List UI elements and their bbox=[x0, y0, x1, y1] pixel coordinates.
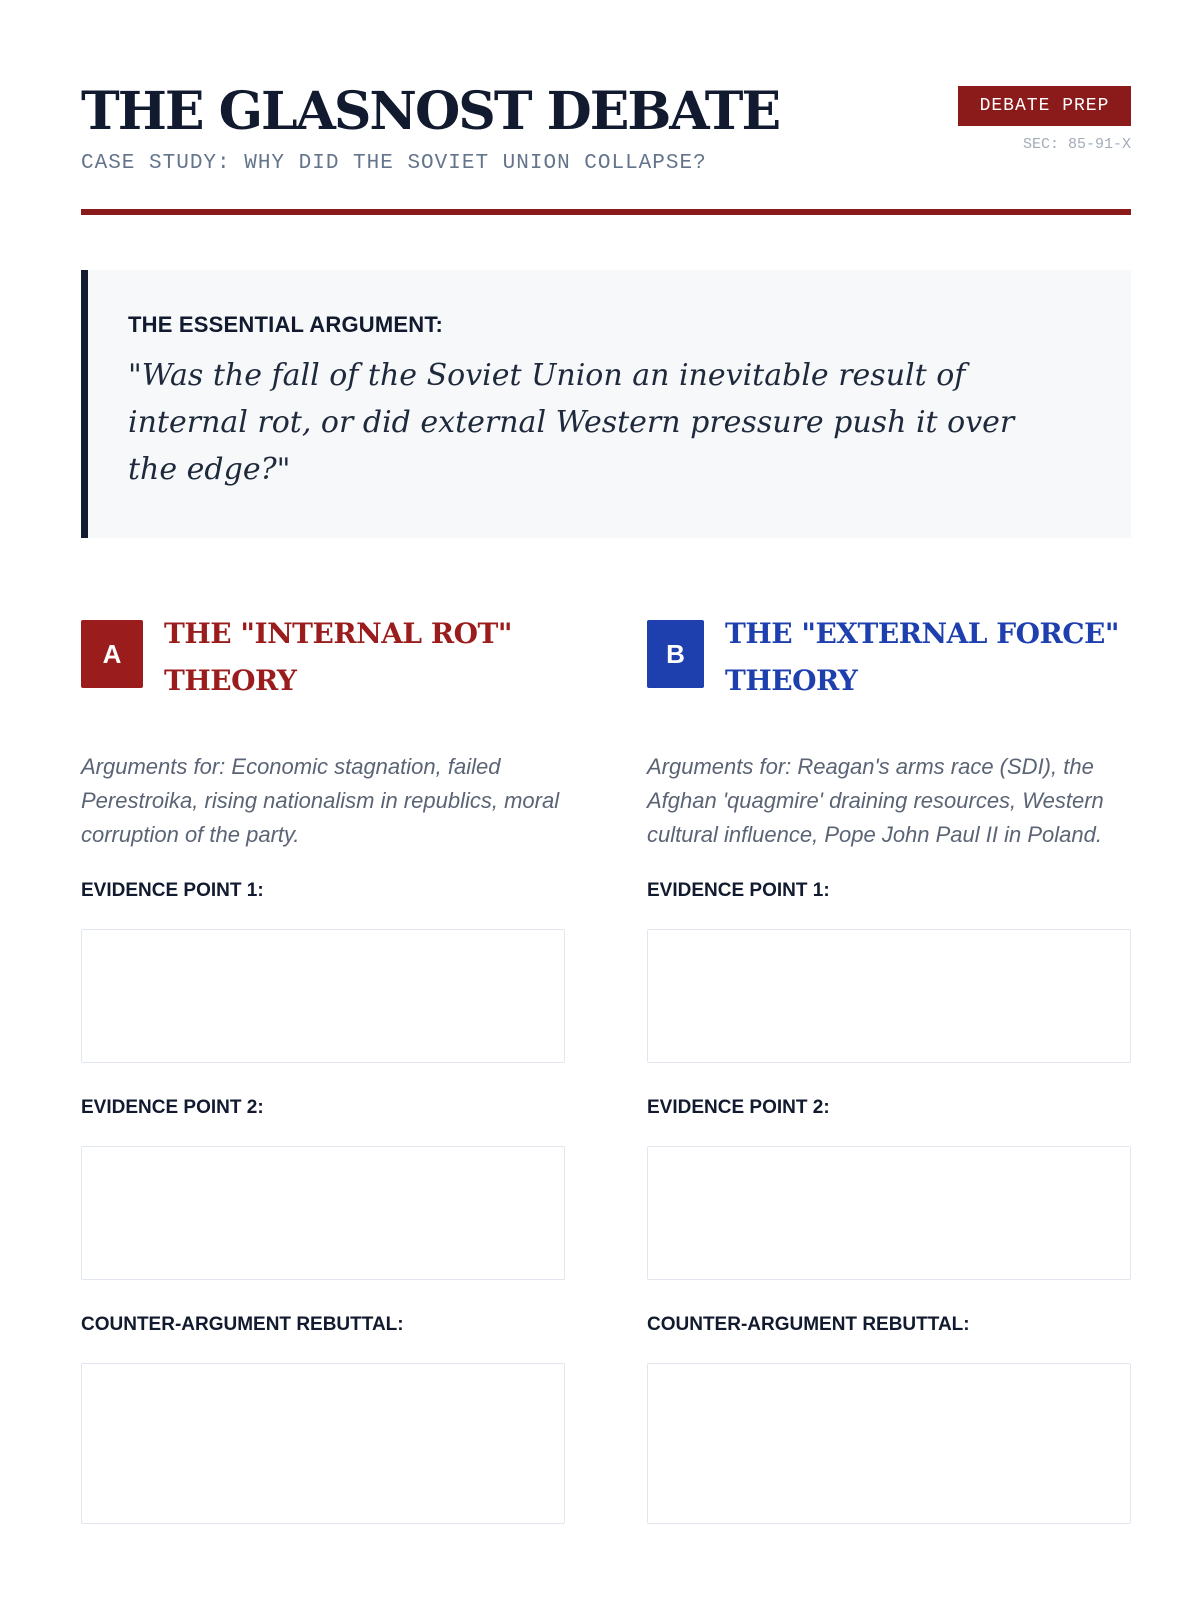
theory-b-title bbox=[725, 610, 1119, 704]
essential-argument-quote: "Was the fall of the Soviet Union an inevitable result of internal rot, or did external Western pressure push it over the edge?" bbox=[128, 358, 1015, 487]
theory-b-evidence-2-label: EVIDENCE POINT 2: bbox=[647, 1097, 830, 1118]
theory-a-rebuttal-label: COUNTER-ARGUMENT REBUTTAL: bbox=[81, 1314, 404, 1335]
theory-b-title-line2: THEORY bbox=[725, 664, 858, 697]
theory-b-title-line1: THE "EXTERNAL FORCE" bbox=[725, 617, 1119, 650]
header-divider bbox=[81, 209, 1131, 215]
page-subtitle: CASE STUDY: WHY DID THE SOVIET UNION COLLAPSE? bbox=[81, 152, 707, 175]
debate-prep-badge: DEBATE PREP bbox=[958, 86, 1131, 126]
section-code: SEC: 85-91-X bbox=[1022, 136, 1131, 153]
theory-b-evidence-2-box[interactable] bbox=[647, 1146, 1131, 1280]
essential-argument-label: THE ESSENTIAL ARGUMENT: bbox=[128, 312, 444, 337]
theory-a-evidence-2-label: EVIDENCE POINT 2: bbox=[81, 1097, 264, 1118]
theory-a-evidence-2-box[interactable] bbox=[81, 1146, 565, 1280]
essential-argument-box bbox=[81, 270, 1131, 538]
theory-b-rebuttal-label: COUNTER-ARGUMENT REBUTTAL: bbox=[647, 1314, 970, 1335]
theory-b-rebuttal-box[interactable] bbox=[647, 1363, 1131, 1524]
theory-a-title-line1: THE "INTERNAL ROT" bbox=[164, 617, 512, 650]
worksheet-page bbox=[81, 0, 1131, 1600]
theory-a-evidence-1-label: EVIDENCE POINT 1: bbox=[81, 880, 264, 901]
theory-b-evidence-1-label: EVIDENCE POINT 1: bbox=[647, 880, 830, 901]
theory-b-header bbox=[647, 610, 1131, 710]
theory-a-arguments: Arguments for: Economic stagnation, failed Perestroika, rising nationalism in republics, moral corruption of the party. bbox=[81, 754, 560, 847]
theory-b-letter-badge: B bbox=[647, 620, 704, 688]
theory-a-letter-badge: A bbox=[81, 620, 143, 688]
theory-a-header bbox=[81, 610, 565, 710]
theory-a-column bbox=[81, 610, 565, 1524]
theory-b-evidence-1-box[interactable] bbox=[647, 929, 1131, 1063]
page-title: THE GLASNOST DEBATE bbox=[81, 81, 780, 142]
theory-a-rebuttal-box[interactable] bbox=[81, 1363, 565, 1524]
theory-b-arguments: Arguments for: Reagan's arms race (SDI), the Afghan 'quagmire' draining resources, Western cultural influence, Pope John Paul II in Poland. bbox=[647, 754, 1104, 847]
theory-a-evidence-1-box[interactable] bbox=[81, 929, 565, 1063]
theory-b-column bbox=[647, 610, 1131, 1524]
theory-a-title-line2: THEORY bbox=[164, 664, 297, 697]
page-header bbox=[81, 80, 1131, 215]
theory-a-title bbox=[164, 610, 512, 704]
